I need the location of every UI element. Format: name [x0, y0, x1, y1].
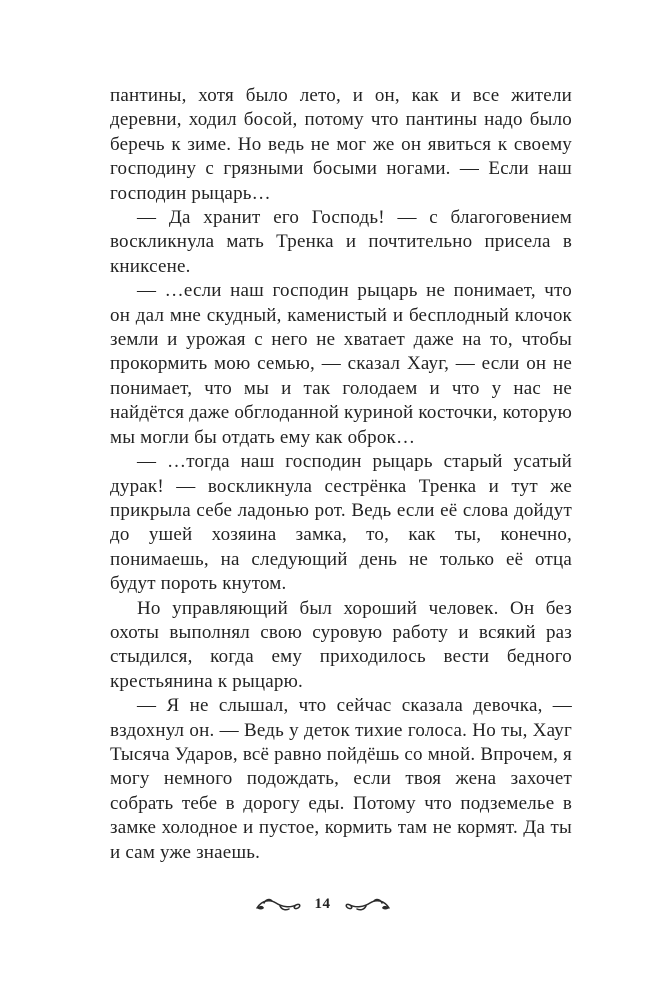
- paragraph: Но управляющий был хороший человек. Он без охоты выполнял свою суровую работу и всякий раз стыдился, когда ему приходилось вести бедного крестьянина к рыцарю.: [110, 597, 572, 692]
- page-footer: [0, 896, 645, 913]
- floral-flourish-right-icon: [344, 897, 390, 912]
- paragraph: пантины, хотя было лето, и он, как и все жители деревни, ходил босой, потому что пантины надо было беречь к зиме. Но ведь не мог же он явиться к своему господину с грязными босыми ногами. — Если наш господин рыцарь…: [110, 85, 572, 204]
- paragraph: — …тогда наш господин рыцарь старый усатый дурак! — воскликнула сестрёнка Тренка и тут же прикрыла себе ладонью рот. Ведь если её слова дойдут до ушей хозяина замка, то, как ты, конечно, понимаешь, на следующий день не только её отца будут пороть кнутом.: [110, 451, 572, 595]
- page-number: 14: [314, 896, 331, 912]
- paragraph: — Да хранит его Господь! — с благоговением воскликнула мать Тренка и почтительно присела в книксене.: [110, 207, 572, 277]
- paragraph: — Я не слышал, что сейчас сказала девочка, — вздохнул он. — Ведь у деток тихие голоса. Но ты, Хауг Тысяча Ударов, всё равно пойдёшь со мной. Впрочем, я могу немного подождать, если твоя жена захочет собрать тебе в дорогу еды. Потому что подземелье в замке холодное и пустое, кормить там не кормят. Да ты и сам уже знаешь.: [110, 695, 572, 863]
- page-text: [110, 84, 572, 865]
- paragraph: — …если наш господин рыцарь не понимает, что он дал мне скудный, каменистый и бесплодный клочок земли и урожая с него не хватает даже на то, чтобы прокормить мою семью, — сказал Хауг, — если он не понимает, что мы и так голодаем и что у нас не найдётся даже обглоданной куриной косточки, которую мы могли бы отдать ему как оброк…: [110, 280, 572, 448]
- floral-flourish-left-icon: [256, 897, 302, 912]
